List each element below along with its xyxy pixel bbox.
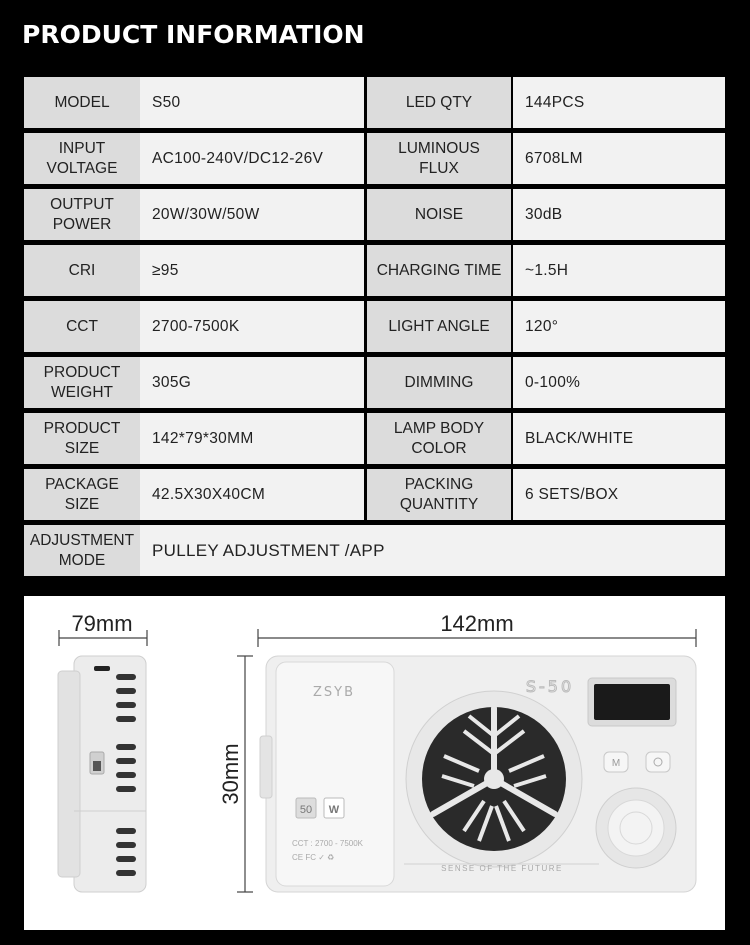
brand-logo: ZSYB bbox=[312, 685, 356, 700]
spec-label: LUMINOUS FLUX bbox=[367, 133, 511, 184]
spec-label: LED QTY bbox=[367, 77, 511, 128]
spec-label: PACKING QUANTITY bbox=[367, 469, 511, 520]
spec-row bbox=[24, 469, 725, 520]
spec-value: 0-100% bbox=[511, 357, 725, 408]
spec-value: S50 bbox=[152, 93, 181, 111]
spec-row bbox=[24, 357, 725, 408]
spec-value: ~1.5H bbox=[511, 245, 725, 296]
spec-value: 30dB bbox=[511, 189, 725, 240]
spec-label: INPUT VOLTAGE bbox=[24, 133, 140, 184]
badge-number: 50 bbox=[299, 804, 313, 816]
mode-button: M bbox=[611, 758, 621, 769]
spec-row-adjustment bbox=[24, 525, 725, 576]
spec-value: 2700-7500K bbox=[152, 317, 240, 335]
power-button bbox=[646, 752, 670, 772]
spec-value: 120° bbox=[511, 301, 725, 352]
spec-label: MODEL bbox=[24, 77, 140, 128]
spec-value: 20W/30W/50W bbox=[152, 205, 260, 223]
depth-label: 79mm bbox=[71, 611, 133, 636]
spec-row bbox=[24, 77, 725, 128]
spec-label: PRODUCT SIZE bbox=[24, 413, 140, 464]
product-dimension-panel bbox=[24, 596, 725, 930]
spec-label: PACKAGE SIZE bbox=[24, 469, 140, 520]
spec-label: OUTPUT POWER bbox=[24, 189, 140, 240]
spec-value: 6708LM bbox=[511, 133, 725, 184]
depth-dimension bbox=[59, 611, 147, 646]
page-title: PRODUCT INFORMATION bbox=[22, 20, 365, 49]
width-dimension bbox=[258, 611, 696, 647]
spec-label: LIGHT ANGLE bbox=[367, 301, 511, 352]
spec-row bbox=[24, 133, 725, 184]
spec-value: 142*79*30MM bbox=[152, 429, 254, 447]
spec-value: AC100-240V/DC12-26V bbox=[152, 149, 324, 167]
height-label: 30mm bbox=[218, 743, 243, 805]
height-dimension bbox=[218, 656, 253, 892]
spec-row bbox=[24, 189, 725, 240]
slogan: SENSE OF THE FUTURE bbox=[441, 864, 563, 873]
spec-value: 305G bbox=[152, 373, 192, 391]
spec-value: 144PCS bbox=[511, 77, 725, 128]
front-view bbox=[260, 656, 696, 892]
side-view bbox=[58, 656, 146, 892]
spec-value: PULLEY ADJUSTMENT /APP bbox=[152, 540, 385, 560]
spec-value: 42.5X30X40CM bbox=[152, 485, 266, 503]
spec-value: ≥95 bbox=[152, 261, 179, 279]
spec-value: 6 SETS/BOX bbox=[511, 469, 725, 520]
spec-row bbox=[24, 245, 725, 296]
spec-value: BLACK/WHITE bbox=[511, 413, 725, 464]
spec-label: NOISE bbox=[367, 189, 511, 240]
spec-label: CCT bbox=[24, 301, 140, 352]
cert-marks: CE FC ✓ ♻ bbox=[292, 853, 335, 862]
cct-text: CCT : 2700 - 7500K bbox=[292, 839, 364, 848]
spec-table bbox=[24, 77, 725, 581]
badge-unit: W bbox=[328, 804, 340, 816]
width-label: 142mm bbox=[440, 611, 514, 636]
fan-grille bbox=[406, 691, 582, 867]
led-display bbox=[594, 684, 670, 720]
model-mark: S-50 bbox=[525, 677, 575, 696]
spec-label: LAMP BODY COLOR bbox=[367, 413, 511, 464]
control-knob bbox=[608, 800, 664, 856]
spec-label: CRI bbox=[24, 245, 140, 296]
product-drawing bbox=[24, 596, 725, 930]
spec-label: PRODUCT WEIGHT bbox=[24, 357, 140, 408]
spec-label: CHARGING TIME bbox=[367, 245, 511, 296]
spec-row bbox=[24, 413, 725, 464]
spec-label: DIMMING bbox=[367, 357, 511, 408]
spec-label: ADJUSTMENT MODE bbox=[24, 525, 140, 576]
spec-row bbox=[24, 301, 725, 352]
